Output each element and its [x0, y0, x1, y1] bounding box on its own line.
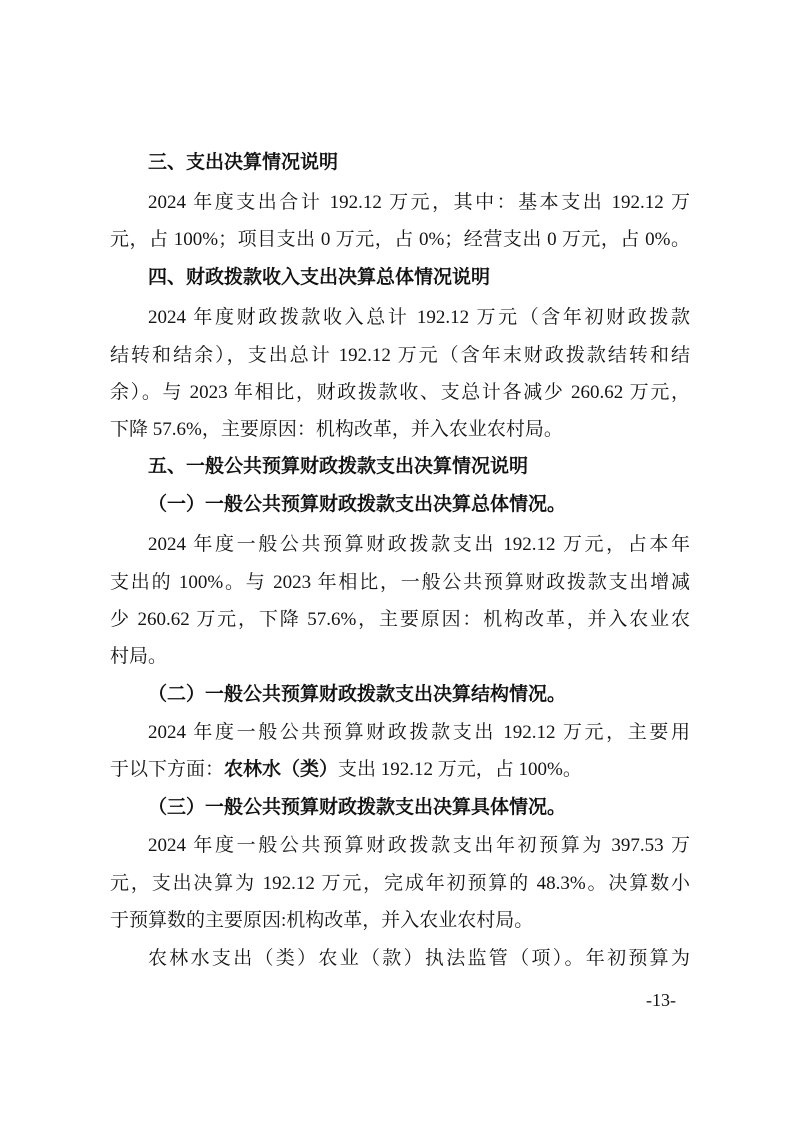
bold-category: 农林水（类）	[224, 759, 339, 780]
paragraph-line: 少 260.62 万元，下降 57.6%，主要原因：机构改革，并入农业农	[110, 609, 690, 630]
paragraph-line: 2024 年度一般公共预算财政拨款支出 192.12 万元，主要用	[148, 722, 690, 743]
paragraph-line: 2024 年度财政拨款收入总计 192.12 万元（含年初财政拨款	[148, 307, 690, 328]
page-number: -13-	[646, 990, 676, 1010]
subsection-heading-details: （三）一般公共预算财政拨款支出决算具体情况。	[148, 797, 567, 818]
paragraph-line: 元，支出决算为 192.12 万元，完成年初预算的 48.3%。决算数小	[110, 873, 690, 894]
paragraph-line: 于预算数的主要原因:机构改革，并入农业农村局。	[110, 910, 534, 931]
paragraph-line: 2024 年度支出合计 192.12 万元，其中：基本支出 192.12 万	[148, 192, 690, 213]
paragraph-line: 农林水支出（类）农业（款）执法监管（项）。年初预算为	[148, 948, 690, 969]
paragraph-line: 余）。与 2023 年相比，财政拨款收、支总计各减少 260.62 万元，	[110, 382, 690, 403]
subsection-heading-overall: （一）一般公共预算财政拨款支出决算总体情况。	[148, 494, 567, 515]
paragraph-line: 2024 年度一般公共预算财政拨款支出 192.12 万元，占本年	[148, 534, 690, 555]
paragraph-line: 下降 57.6%，主要原因：机构改革，并入农业农村局。	[110, 419, 563, 440]
paragraph-line: 村局。	[110, 646, 168, 667]
text-run: 于以下方面：	[110, 759, 225, 780]
paragraph-line: 2024 年度一般公共预算财政拨款支出年初预算为 397.53 万	[148, 835, 690, 856]
subsection-heading-structure: （二）一般公共预算财政拨款支出决算结构情况。	[148, 684, 567, 705]
text-run: 支出 192.12 万元，占 100%。	[338, 759, 582, 780]
paragraph-line: 结转和结余），支出总计 192.12 万元（含年末财政拨款结转和结	[110, 345, 690, 366]
section-heading-fiscal-allocation: 四、财政拨款收入支出决算总体情况说明	[148, 267, 491, 288]
section-heading-expenditure: 三、支出决算情况说明	[148, 152, 339, 173]
paragraph-line: 元，占 100%；项目支出 0 万元，占 0%；经营支出 0 万元，占 0%。	[110, 229, 690, 250]
section-heading-general-budget: 五、一般公共预算财政拨款支出决算情况说明	[148, 456, 529, 477]
paragraph-line: 支出的 100%。与 2023 年相比，一般公共预算财政拨款支出增减	[110, 572, 690, 593]
paragraph-line	[110, 751, 690, 789]
